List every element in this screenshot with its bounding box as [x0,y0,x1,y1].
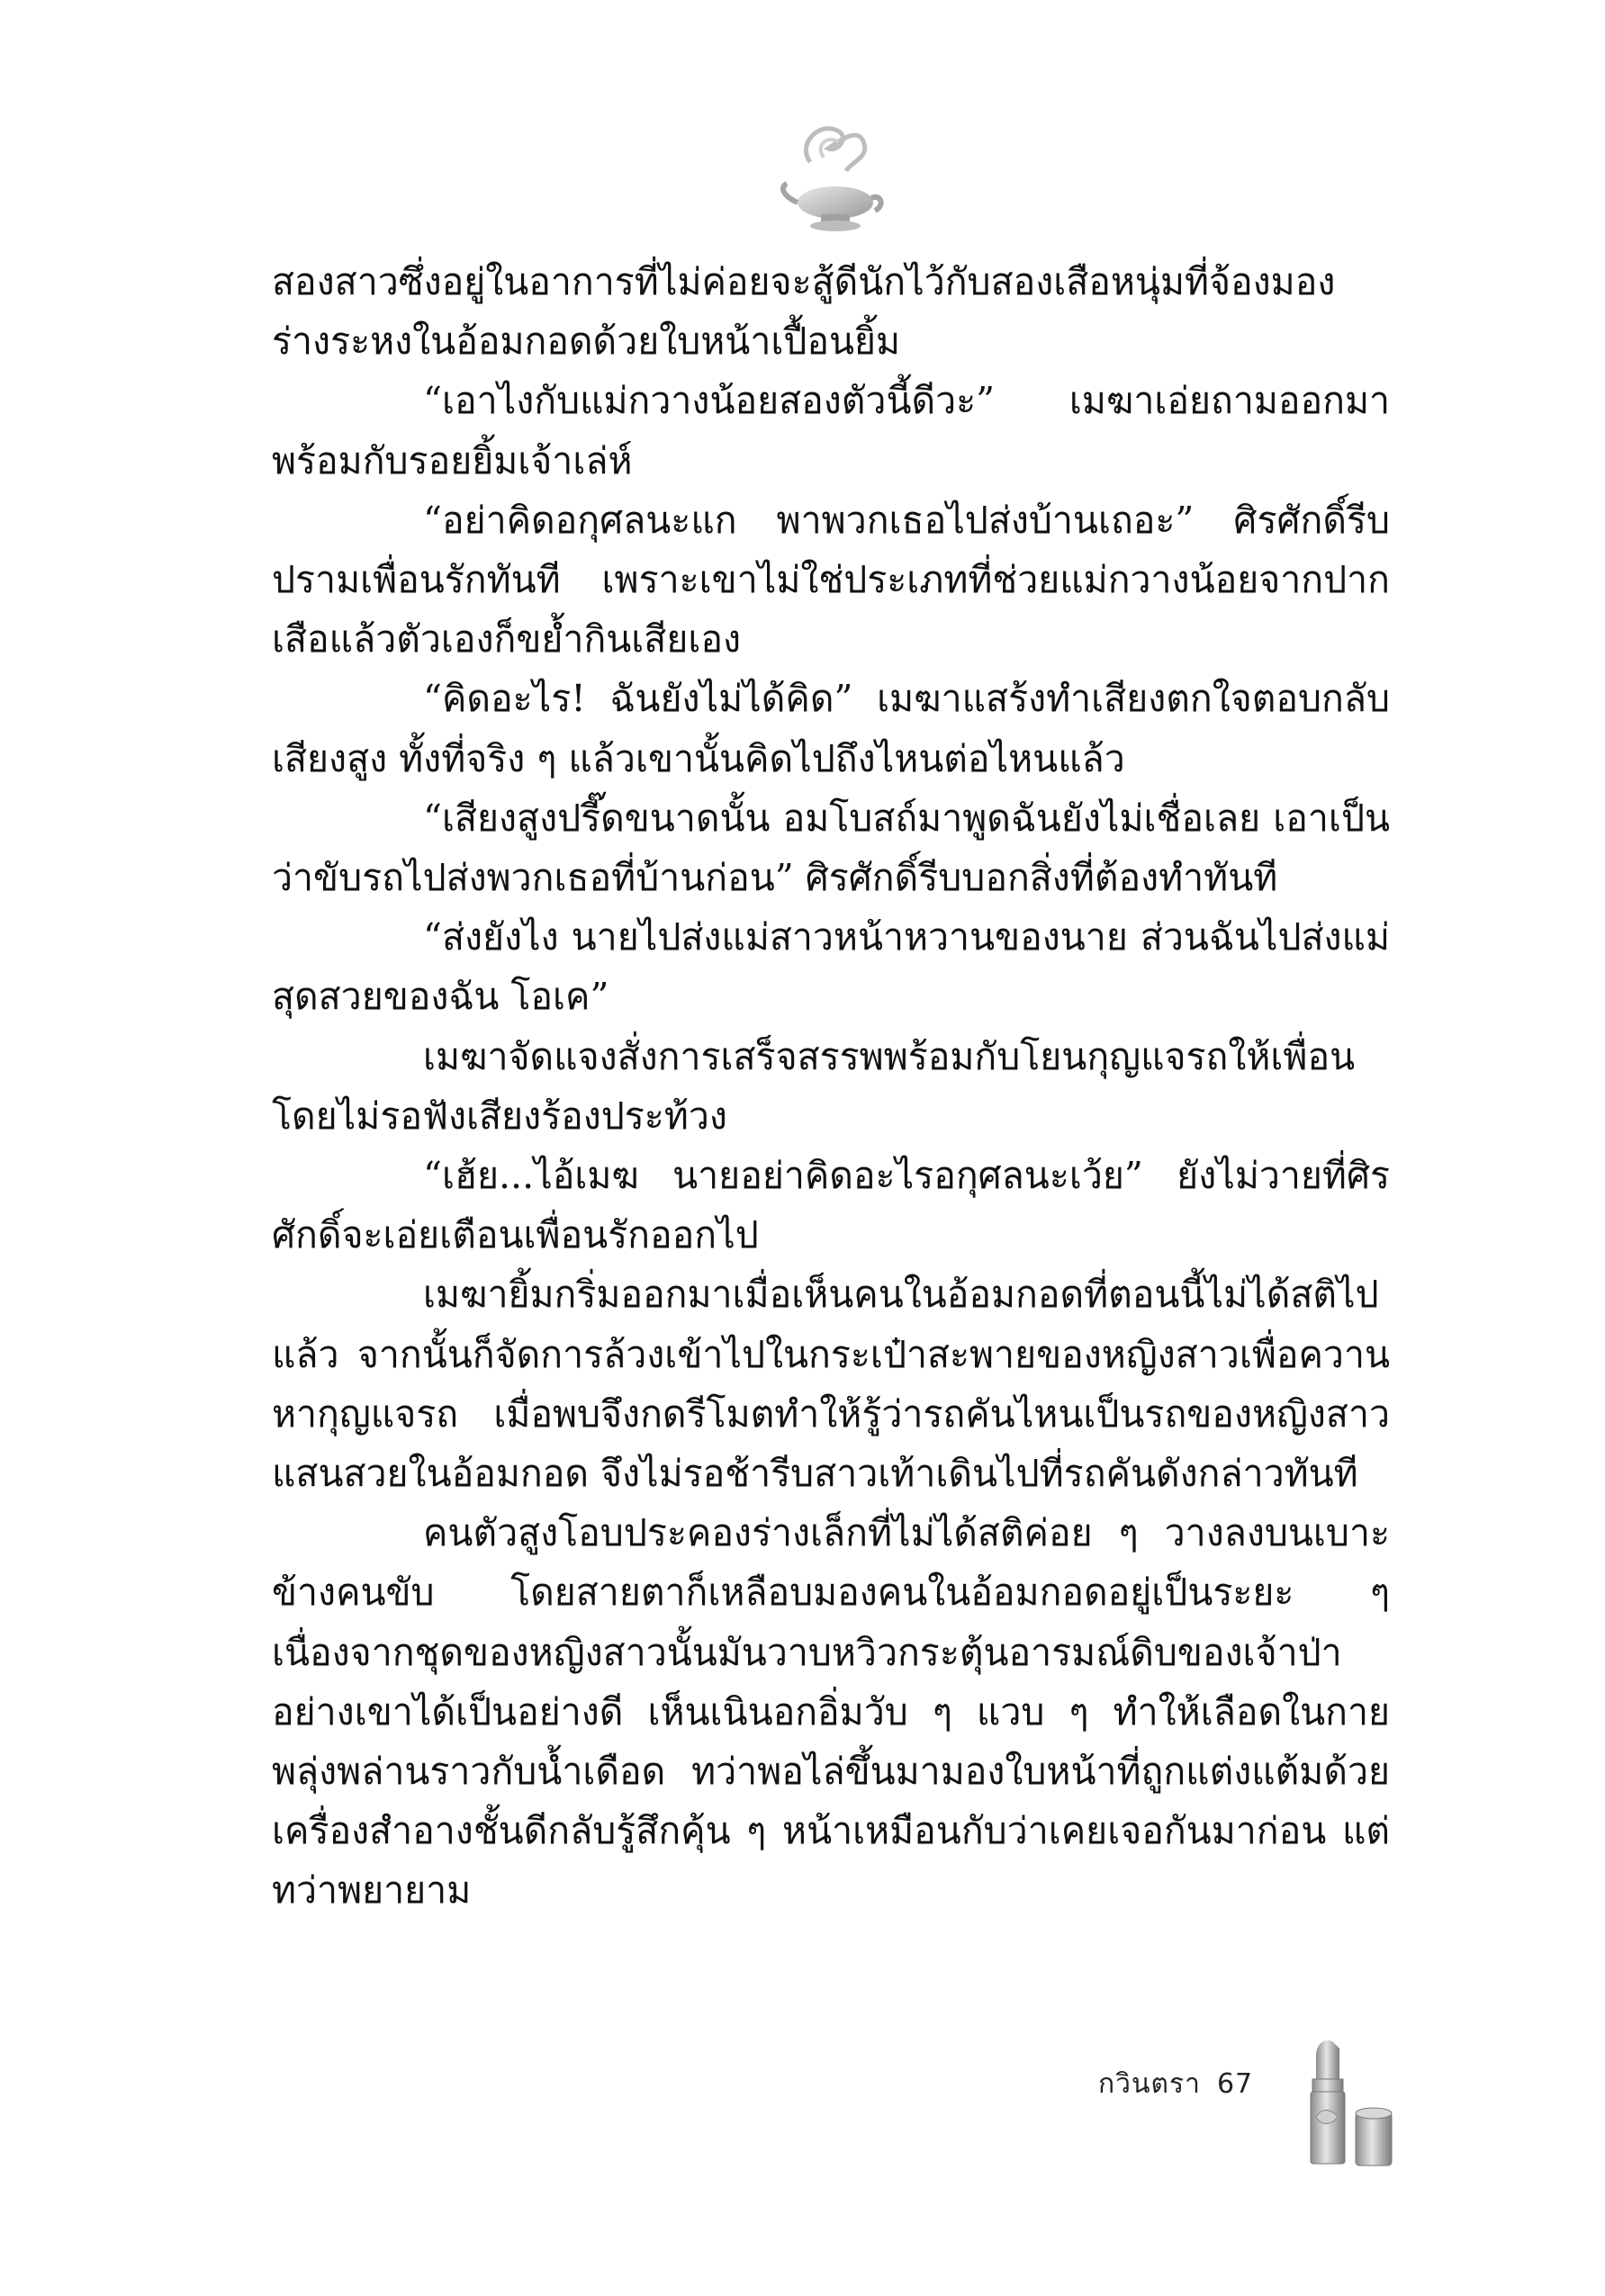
paragraph: “คิดอะไร! ฉันยังไม่ได้คิด” เมฆาแสร้งทำเสียงตกใจตอบกลับเสียงสูง ทั้งที่จริง ๆ แล้วเขานั้นคิดไปถึงไหนต่อไหนแล้ว [272,677,1390,780]
paragraph: คนตัวสูงโอบประคองร่างเล็กที่ไม่ได้สติค่อย ๆ วางลงบนเบาะข้างคนขับ โดยสายตาก็เหลือบมองคนในอ้อมกอดอยู่เป็นระยะ ๆ เนื่องจากชุดของหญิงสาวนั้นมันวาบหวิวกระตุ้นอารมณ์ดิบของเจ้าป่าอย่างเขาได้เป็นอย่างดี เห็นเนินอกอิ่มวับ ๆ แวบ ๆ ทำให้เลือดในกายพลุ่งพล่านราวกับน้ำเดือด ทว่าพอไล่ขึ้นมามองใบหน้าที่ถูกแต่งแต้มด้วยเครื่องสำอางชั้นดีกลับรู้สึกคุ้น ๆ หน้าเหมือนกับว่าเคยเจอกันมาก่อน แต่ทว่าพยายาม [272,1511,1390,1913]
paragraph: สองสาวซึ่งอยู่ในอาการที่ไม่ค่อยจะสู้ดีนักไว้กับสองเสือหนุ่มที่จ้องมองร่างระหงในอ้อมกอดด้วยใบหน้าเปื้อนยิ้ม [272,260,1336,364]
author-name: กวินตรา [1098,2068,1201,2100]
paragraph: “เฮ้ย...ไอ้เมฆ นายอย่าคิดอะไรอกุศลนะเว้ย” ยังไม่วายที่ศิรศักดิ์จะเอ่ยเตือนเพื่อนรักออกไป [272,1154,1390,1257]
paragraph: เมฆาจัดแจงสั่งการเสร็จสรรพพร้อมกับโยนกุญแจรถให้เพื่อนโดยไม่รอฟังเสียงร้องประท้วง [272,1034,1356,1138]
paragraph: “เสียงสูงปรี๊ดขนาดนั้น อมโบสถ์มาพูดฉันยังไม่เชื่อเลย เอาเป็นว่าขับรถไปส่งพวกเธอที่บ้านก่อน” ศิรศักดิ์รีบบอกสิ่งที่ต้องทำทันที [272,796,1390,900]
page-footer [1098,2063,1253,2105]
paragraph: “เอาไงกับแม่กวางน้อยสองตัวนี้ดีวะ” เมฆาเอ่ยถามออกมาพร้อมกับรอยยิ้มเจ้าเล่ห์ [272,379,1390,482]
teapot-ornament-icon [774,108,891,243]
paragraph: เมฆายิ้มกริ่มออกมาเมื่อเห็นคนในอ้อมกอดที่ตอนนี้ไม่ได้สติไปแล้ว จากนั้นก็จัดการล้วงเข้าไปในกระเป๋าสะพายของหญิงสาวเพื่อควานหากุญแจรถ เมื่อพบจึงกดรีโมตทำให้รู้ว่ารถคันไหนเป็นรถของหญิงสาวแสนสวยในอ้อมกอด จึงไม่รอช้ารีบสาวเท้าเดินไปที่รถคันดังกล่าวทันที [272,1273,1390,1496]
paragraph: “อย่าคิดอกุศลนะแก พาพวกเธอไปส่งบ้านเถอะ” ศิรศักดิ์รีบปรามเพื่อนรักทันที เพราะเขาไม่ใช่ประเภทที่ช่วยแม่กวางน้อยจากปากเสือแล้วตัวเองก็ขย้ำกินเสียเอง [272,498,1390,662]
paragraph: “ส่งยังไง นายไปส่งแม่สาวหน้าหวานของนาย ส่วนฉันไปส่งแม่สุดสวยของฉัน โอเค” [272,915,1390,1019]
lipstick-icon [1303,2036,1402,2171]
body-text [272,252,1390,1921]
page-number: 67 [1216,2068,1254,2100]
